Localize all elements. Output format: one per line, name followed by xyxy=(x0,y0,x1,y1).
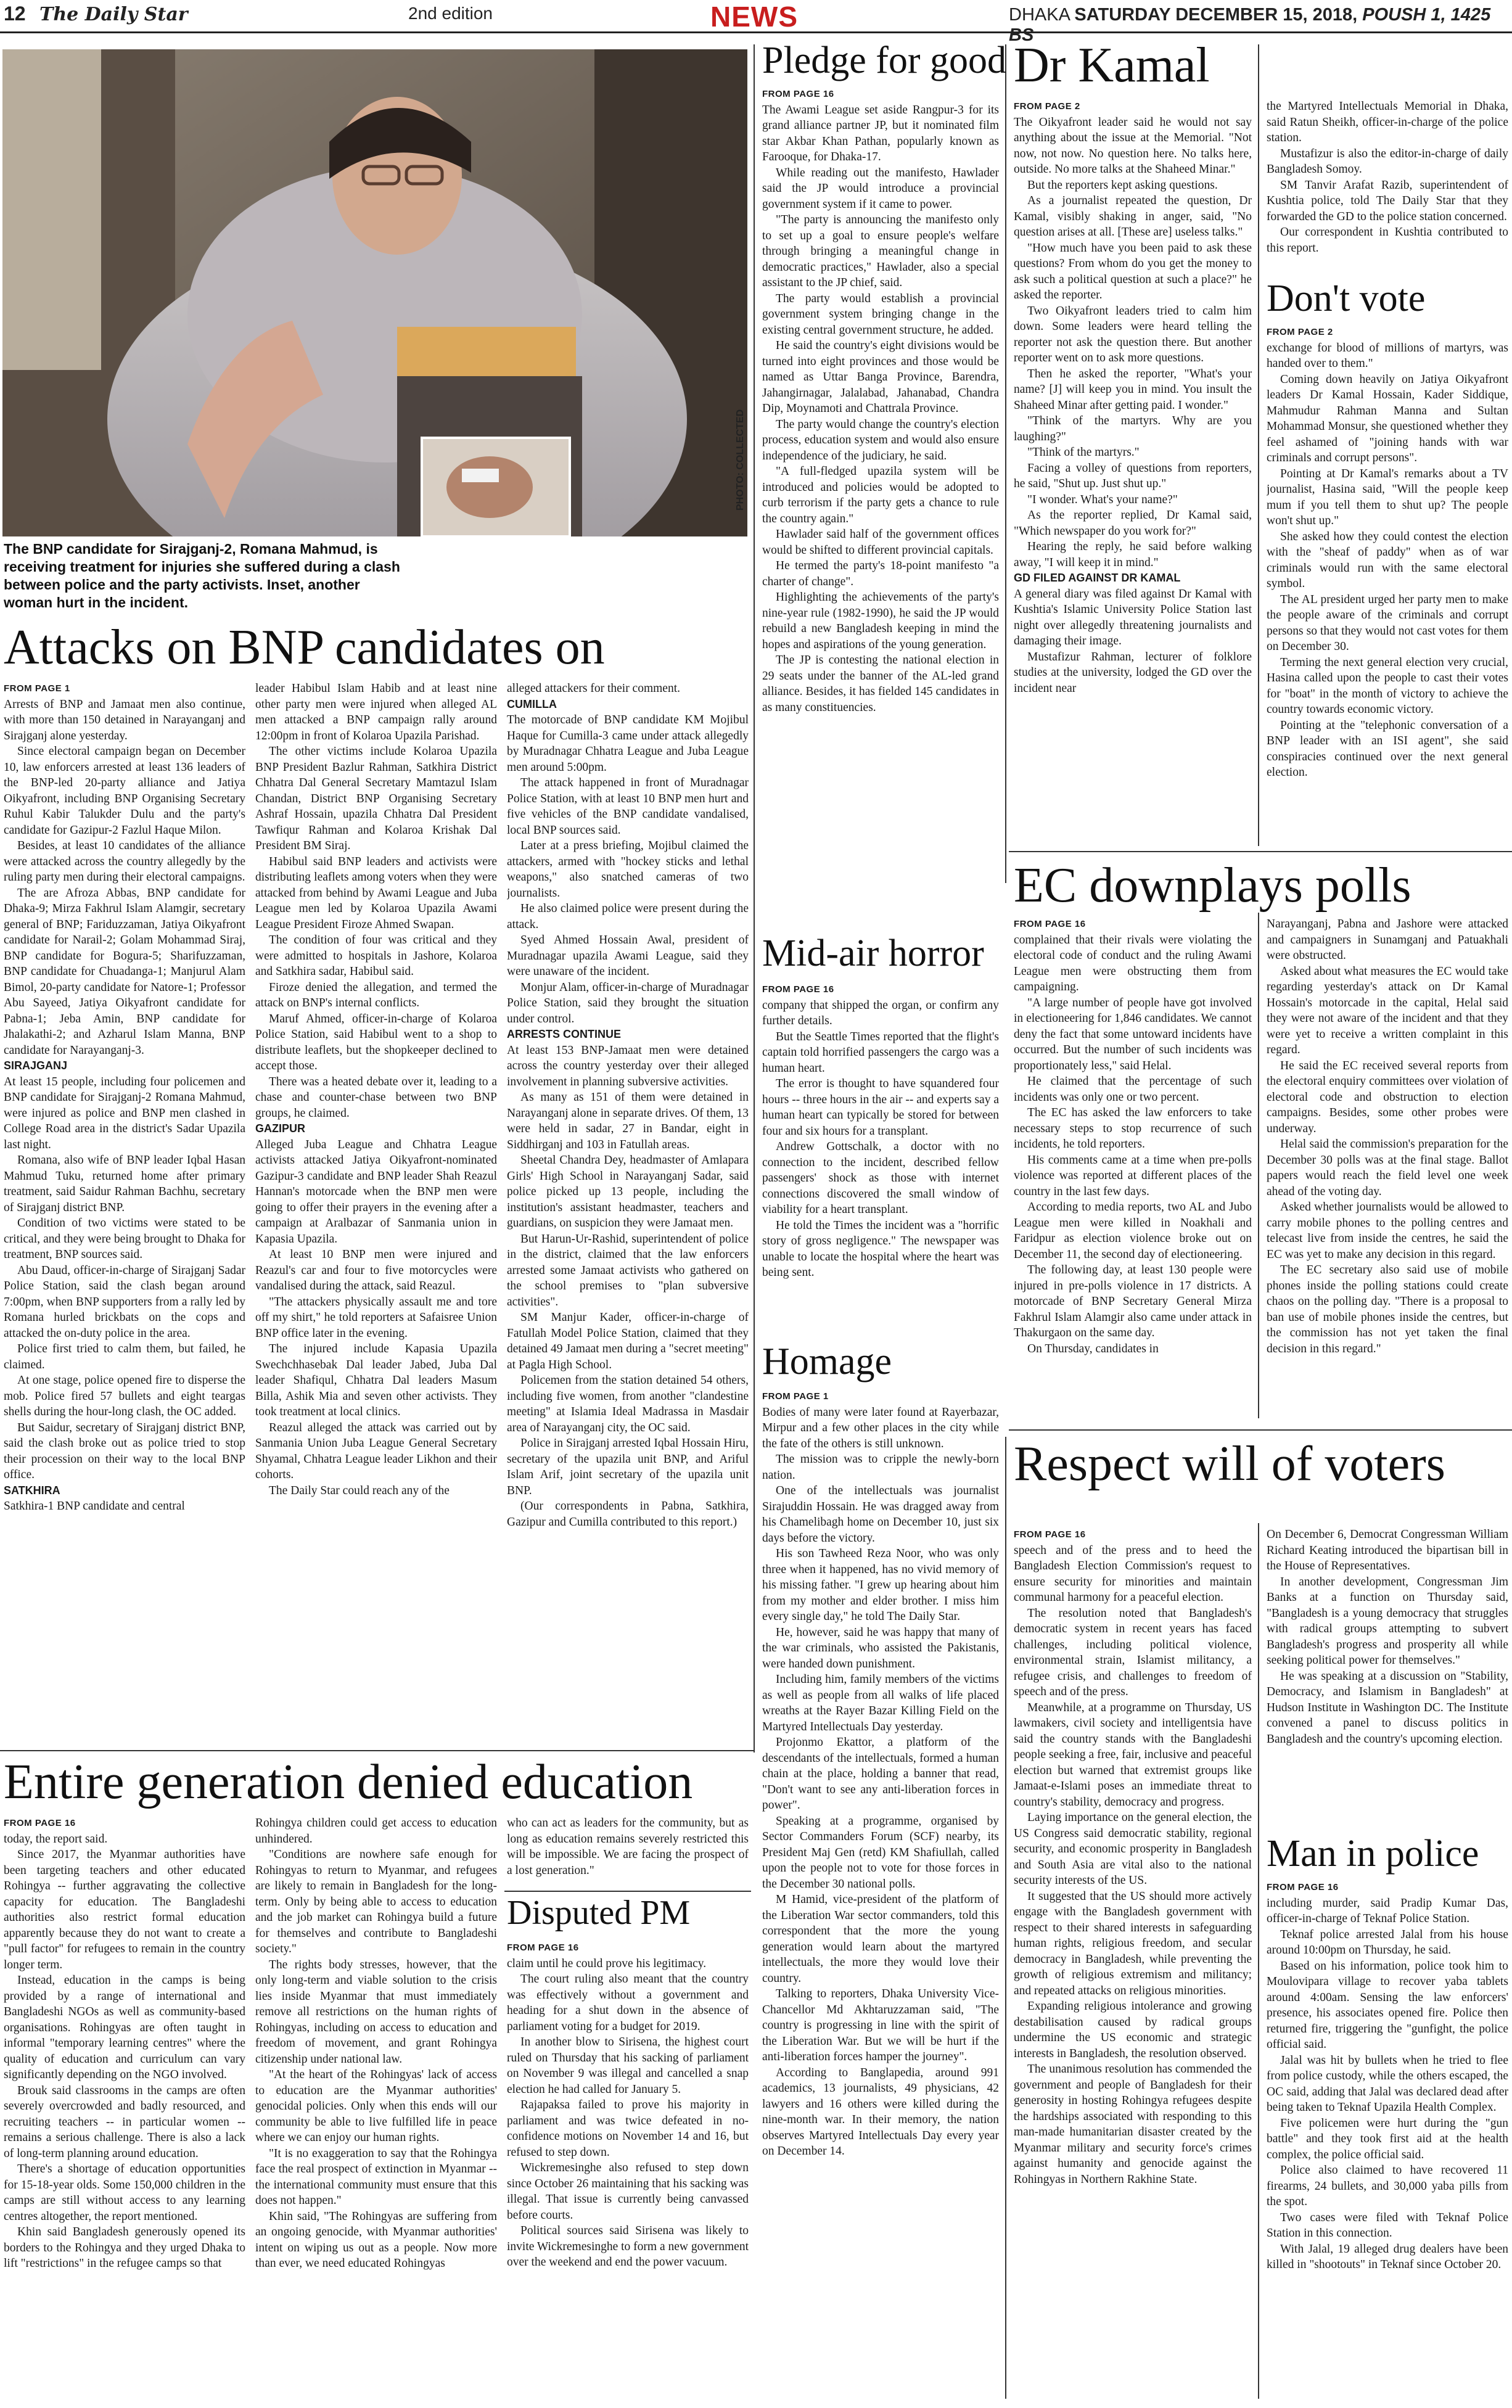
attacks-sub-arrests: ARRESTS CONTINUE xyxy=(507,1028,622,1040)
paragraph: Habibul said BNP leaders and activists were distributing leaflets among voters when they were attacked from behind by Awami League and Juba League men led by Kolaroa Upazila Awami League President Firoze Ahmed Swapan. xyxy=(255,855,497,931)
paragraph: "Think of the martyrs. Why are you laughing?" xyxy=(1014,414,1252,443)
paragraph: The attack happened in front of Muradnagar Police Station, with at least 10 BNP men hurt and five vehicles of the BNP candidate vandalised, local BNP sources said. xyxy=(507,776,749,837)
paragraph: The Daily Star could reach any of the xyxy=(269,1484,450,1497)
paragraph: Our correspondent in Kushtia contributed to this report. xyxy=(1267,226,1508,255)
paragraph: He claimed that the percentage of such incidents was only one or two percent. xyxy=(1014,1075,1252,1104)
paragraph: The party would change the country's election process, education system and would also ensure independence of the judiciary, he said. xyxy=(762,417,999,462)
attacks-column-2 xyxy=(255,681,497,1746)
paragraph: A general diary was filed against Dr Kamal with Kushtia's Islamic University Police Station last night over allegedly threatening journalists and damaging their image. xyxy=(1014,587,1252,647)
column-rule xyxy=(1005,44,1006,883)
paragraph: who can act as leaders for the community, but as long as education remains severely restricted this will be impossible. We are facing the prospect of a lost generation." xyxy=(507,1817,749,1877)
paragraph: While reading out the manifesto, Hawlader said the JP would introduce a provincial government system if it came to power. xyxy=(762,166,999,211)
paragraph: The unanimous resolution has commended the government and people of Bangladesh for their generosity in hosting Rohingya refugees despite the hardships associated with responding to this man-made humanitarian disaster created by the Myanmar military and security force's crimes against humanity and genocide against the Rohingyas in Northern Rakhine State. xyxy=(1014,2063,1252,2186)
paragraph: Pointing at the "telephonic conversation of a BNP leader with an ISI agent", she said conspiracies continued over the next general election. xyxy=(1267,718,1508,779)
paragraph: The mission was to cripple the newly-born nation. xyxy=(762,1453,999,1482)
education-column-3 xyxy=(507,1815,749,1889)
dateline-city: DHAKA xyxy=(1009,5,1070,25)
paragraph: He said the EC received several reports from the electoral enquiry committees over violation of electoral code and obstruction to election campaigns. Besides, some other probes were underway. xyxy=(1267,1059,1508,1135)
paper-name-logo: The Daily Star xyxy=(39,4,188,25)
paragraph: "The party is announcing the manifesto only to set up a goal to ensure people's welfare through bringing a meaningful change in democratic practices," Hawlader, also a special assistant to the JP chief, said. xyxy=(762,213,999,289)
paragraph: Including him, family members of the victims as well as people from all walks of life placed wreaths at the Rayer Bazar Killing Field on the Martyred Intellectuals Day yesterday. xyxy=(762,1673,999,1733)
paragraph: "At the heart of the Rohingyas' lack of access to education are the Myanmar authorities' genocidal policies. Only when this ends will our community be able to live fulfilled life in peace where we can enjoy our human rights. xyxy=(255,2068,497,2144)
dateline-bengali-date: POUSH 1, 1425 BS xyxy=(1009,5,1491,45)
paragraph: Rohingya children could get access to education unhindered. xyxy=(255,1817,497,1846)
paragraph: It suggested that the US should more actively engage with the Bangladesh government with respect to their shared interests in safeguarding human rights, religious freedom, and secular democracy in Bangladesh, while preventing the growth of religious extremism and militancy; and repeated attacks on religious minorities. xyxy=(1014,1889,1252,1997)
attacks-col3b-body xyxy=(507,712,749,1027)
ec-column-1 xyxy=(1014,916,1252,1425)
paragraph: Mustafizur is also the editor-in-charge of daily Bangladesh Somoy. xyxy=(1267,147,1508,176)
attacks-sub-gazipur: GAZIPUR xyxy=(255,1122,305,1135)
paragraph: Alleged Juba League and Chhatra League activists attacked Jatiya Oikyafront-nominated Gazipur-3 candidate and BNP leader Shah Reazul Hannan's motorcade when the BNP men were going to offer their prayers in the evening after a campaign at Aralbazar of Sanmania union in Kapasia Upazila. xyxy=(255,1138,497,1246)
paragraph: The resolution noted that Bangladesh's democratic system in recent years has faced challenges, including political violence, environmental strain, Islamist militancy, a refugee crisis, and challenges to freedom of speech and of the press. xyxy=(1014,1606,1252,1698)
attacks-column-3 xyxy=(507,681,749,1746)
attacks-sub-cumilla: CUMILLA xyxy=(507,697,557,710)
paragraph: Mustafizur Rahman, lecturer of folklore studies at the university, lodged the GD over the incident near xyxy=(1014,650,1252,695)
section-rule xyxy=(504,1891,751,1892)
attacks-col3c-body xyxy=(507,1043,749,1531)
paragraph: Talking to reporters, Dhaka University Vice-Chancellor Md Akhtaruzzaman said, "The country is progressing in line with the spirit of the Liberation War. But we will be hurt if the anti-liberation forces hamper the journey". xyxy=(762,1987,999,2063)
education-column-2 xyxy=(255,1815,497,2402)
paragraph: speech and of the press and to heed the Bangladesh Election Commission's request to ensure security for minorities and maintain communal harmony for a peaceful election. xyxy=(1014,1543,1252,1604)
respect-col2-body xyxy=(1267,1527,1508,1747)
column-rule xyxy=(1005,1437,1006,2399)
paragraph: Instead, education in the camps is being provided by a range of international and Bangladeshi NGOs as well as community-based organisations. Rohingyas are often taught in informal "temporary learning centres" where the quality of education and curriculum can vary significantly depending on the NGO involved. xyxy=(4,1974,245,2081)
man-police-column xyxy=(1267,1880,1508,2402)
paragraph: On Thursday, candidates in xyxy=(1027,1342,1159,1355)
man-police-jump: FROM PAGE 16 xyxy=(1267,1882,1339,1892)
paragraph: exchange for blood of millions of martyrs, was handed over to them." xyxy=(1267,341,1508,370)
photo-caption: The BNP candidate for Sirajganj-2, Romana Mahmud, is receiving treatment for injuries she suffered during a clash between police and the party activists. Inset, another woman hurt in the incident. xyxy=(4,541,400,610)
paragraph: At least 153 BNP-Jamaat men were detained across the country yesterday over their alleged involvement in planning subversive activities. xyxy=(507,1043,749,1088)
paragraph: On December 6, Democrat Congressman William Richard Keating introduced the bipartisan bill in the House of Representatives. xyxy=(1267,1528,1508,1572)
man-police-body xyxy=(1267,1896,1508,2273)
paragraph: "How much have you been paid to ask these questions? From whom do you get the money to ask such a political question at such a place?" he asked the reporter. xyxy=(1014,241,1252,302)
paragraph: Laying importance on the general election, the US Congress said democratic stability, regional security, and economic prosperity in Bangladesh and South Asia are vital also to the national security interests of the US. xyxy=(1014,1811,1252,1887)
paragraph: Coming down heavily on Jatiya Oikyafront leaders Dr Kamal Hossain, Kader Siddique, Mahmudur Rahman Manna and Sultan Mohammad Monsur, she questioned whether they feel ashamed of "joining hands with war criminals and corrupt persons". xyxy=(1267,372,1508,464)
paragraph: alleged attackers for their comment. xyxy=(507,682,680,695)
paragraph: Police first tried to calm them, but failed, he claimed. xyxy=(4,1342,245,1371)
dr-kamal-sub-gd: GD FILED AGAINST DR KAMAL xyxy=(1014,572,1181,584)
paragraph: the Martyred Intellectuals Memorial in Dhaka, said Ratun Sheikh, officer-in-charge of the police station. xyxy=(1267,100,1508,144)
dont-vote-jump: FROM PAGE 2 xyxy=(1267,327,1333,337)
homage-body xyxy=(762,1405,999,2159)
respect-jump: FROM PAGE 16 xyxy=(1014,1529,1086,1540)
dr-kamal-column-2 xyxy=(1267,99,1508,277)
dont-vote-headline: Don't vote xyxy=(1267,277,1426,319)
paragraph: But the Seattle Times reported that the flight's captain told horrified passengers the cargo was a human heart. xyxy=(762,1030,999,1075)
paragraph: Highlighting the achievements of the party's nine-year rule (1982-1990), he said the JP would rebuild a new Bangladesh keeping in mind the hopes and aspirations of the young generation. xyxy=(762,591,999,651)
paragraph: Narayanganj, Pabna and Jashore were attacked and campaigners in Sunamganj and Patuakhali were obstructed. xyxy=(1267,918,1508,962)
homage-jump: FROM PAGE 1 xyxy=(762,1391,829,1402)
paragraph: Condition of two victims were stated to be critical, and they were being brought to Dhaka for treatment, BNP sources said. xyxy=(4,1217,245,1261)
paragraph: Two Oikyafront leaders tried to calm him down. Some leaders were heard telling the reporter not ask the question there. But another reporter went on to ask more questions. xyxy=(1014,304,1252,364)
section-rule xyxy=(1009,1429,1512,1431)
paragraph: Asked whether journalists would be allowed to carry mobile phones to the polling centres and telecast live from inside the centres, he said the EC was yet to make any decision in this regard. xyxy=(1267,1201,1508,1261)
education-col1-body xyxy=(4,1831,245,2272)
paragraph: Hearing the reply, he said before walking away, "I will keep it in mind." xyxy=(1014,540,1252,569)
paragraph: Policemen from the station detained 54 others, including five women, from another "clandestine meeting" at Islamia Ideal Madrassa in Masdair area of Narayanganj city, the OC said. xyxy=(507,1374,749,1434)
paragraph: Khin said, "The Rohingyas are suffering from an ongoing genocide, with Myanmar authorities' intent on wiping us out as a people. Now more than ever, we need educated Rohingyas xyxy=(255,2209,497,2270)
paragraph: The party would establish a provincial government system bringing change in the existing central government structure, he added. xyxy=(762,292,999,337)
paragraph: Projonmo Ekattor, a platform of the descendants of the intellectuals, formed a human chain at the place, holding a banner that read, "Don't want to see any anti-liberation forces in power". xyxy=(762,1736,999,1812)
paragraph: Sheetal Chandra Dey, headmaster of Amlapara Girls' High School in Narayanganj Sadar, said police picked up 13 people, including the institution's assistant headmaster, teachers and guardians, on suspicion they were Jamaat men. xyxy=(507,1154,749,1230)
dr-kamal-col1-body xyxy=(1014,115,1252,571)
paragraph: With Jalal, 19 alleged drug dealers have been killed in "shootouts" in Teknaf since October 20. xyxy=(1267,2242,1508,2271)
pledge-column xyxy=(762,86,999,931)
attacks-headline: Attacks on BNP candidates on xyxy=(4,620,605,675)
homage-column xyxy=(762,1389,999,2400)
page-number: 12 xyxy=(4,2,26,25)
paragraph: The error is thought to have squandered four hours -- three hours in the air -- and experts say a human heart can typically be stored for between four and six hours for a transplant. xyxy=(762,1077,999,1138)
dr-kamal-column-1 xyxy=(1014,99,1252,848)
dr-kamal-col1b-body xyxy=(1014,586,1252,697)
paragraph: Pointing at Dr Kamal's remarks about a TV journalist, Hasina said, "Will the people keep mum if you tell them to shut up? The people won't shut up." xyxy=(1267,467,1508,527)
mid-air-jump: FROM PAGE 16 xyxy=(762,984,834,995)
paragraph: Speaking at a programme, organised by Sector Commanders Forum (SCF) nearby, its President Maj Gen (retd) KM Shafiullah, called upon the people not to vote for those forces in the December 30 national polls. xyxy=(762,1814,999,1891)
paragraph: The EC has asked the law enforcers to take necessary steps to stop recurrence of such incidents, he told reporters. xyxy=(1014,1106,1252,1151)
paragraph: Brouk said classrooms in the camps are often severely overcrowded and badly resourced, and recruiting teachers -- in particular women -- remains a serious challenge. There is also a lack of long-term planning around education. xyxy=(4,2084,245,2160)
paragraph: As the reporter replied, Dr Kamal said, "Which newspaper do you work for?" xyxy=(1014,509,1252,538)
paragraph: There was a heated debate over it, leading to a chase and counter-chase between two BNP groups, he claimed. xyxy=(255,1075,497,1120)
mid-air-body xyxy=(762,998,999,1281)
attacks-col1b-body xyxy=(4,1074,245,1483)
paragraph: Political sources said Sirisena was likely to invite Wickremesinghe to form a new government over the weekend and end the power vacuum. xyxy=(507,2224,749,2269)
paragraph: Then he asked the reporter, "What's your name? [J] will keep you in mind. You insult the Shaheed Minar after getting paid. I wonder." xyxy=(1014,367,1252,412)
education-headline: Entire generation denied education xyxy=(4,1755,693,1809)
paragraph: SM Manjur Kader, officer-in-charge of Fatullah Model Police Station, claimed that they detained 49 Jamaat men during a "secret meeting" at Pagla High School. xyxy=(507,1311,749,1371)
paragraph: The condition of four was critical and they were admitted to hospitals in Jashore, Kolaroa and Satkhira sadar, Habibul said. xyxy=(255,934,497,978)
paragraph: Andrew Gottschalk, a doctor with no connection to the incident, described fellow passengers' shock as those with internet connections discovered the small window of viability for a heart transplant. xyxy=(762,1140,999,1216)
paragraph: Bodies of many were later found at Rayerbazar, Mirpur and a few other places in the city while the fate of the others is still unknown. xyxy=(762,1405,999,1450)
paragraph: including murder, said Pradip Kumar Das, officer-in-charge of Teknaf Police Station. xyxy=(1267,1896,1508,1925)
photo-illustration xyxy=(2,49,747,536)
paragraph: "Think of the martyrs." xyxy=(1027,446,1140,459)
paragraph: Romana, also wife of BNP leader Iqbal Hasan Mahmud Tuku, returned home after primary treatment, said Saidur Rahman Bachhu, secretary of Sirajganj district BNP. xyxy=(4,1154,245,1214)
pledge-body xyxy=(762,102,999,716)
paragraph: He told the Times the incident was a "horrific story of gross negligence." The newspaper was unable to locate the hospital where the heart was being sent. xyxy=(762,1218,999,1279)
dont-vote-body xyxy=(1267,340,1508,781)
paragraph: Expanding religious intolerance and growing destabilisation caused by radical groups undermine the US economic and strategic interests in Bangladesh, the resolution observed. xyxy=(1014,2000,1252,2060)
paragraph: The Awami League set aside Rangpur-3 for its grand alliance partner JP, but it nominated film star Akbar Khan Pathan, popularly known as Farooque, for Dhaka-17. xyxy=(762,103,999,163)
section-rule xyxy=(0,1750,754,1751)
ec-column-2 xyxy=(1267,916,1508,1425)
section-rule xyxy=(1009,851,1512,852)
pledge-jump: FROM PAGE 16 xyxy=(762,89,834,99)
paragraph: The Oikyafront leader said he would not say anything about the issue at the Memorial. "Not now, not now. No question here. No talks here, outside. No more talks at the Shaheed Minar." xyxy=(1014,115,1252,176)
disputed-headline: Disputed PM xyxy=(507,1894,691,1932)
paragraph: The rights body stresses, however, that the only long-term and viable solution to the crisis lies inside Myanmar that must immediately remove all restrictions on the human rights of Rohingyas, including on access to education and freedom of movement, and grant Rohingya citizenship under national law. xyxy=(255,1958,497,2066)
paragraph: At least 10 BNP men were injured and Reazul's car and four to five motorcycles were vandalised during the attack, said Reazul. xyxy=(255,1248,497,1292)
attacks-col2b-body xyxy=(255,1137,497,1499)
paragraph: There's a shortage of education opportunities for 15-18-year olds. Some 150,000 children in the camps are still without access to any learning centres altogether, the report mentioned. xyxy=(4,2163,245,2223)
paragraph: One of the intellectuals was journalist Sirajuddin Hossain. He was dragged away from his Chamelibagh home on December 10, just six days before the victory. xyxy=(762,1484,999,1545)
paragraph: His son Tawheed Reza Noor, who was only three when it happened, has no vivid memory of his missing father. "I grew up hearing about him from my mother and elder brother. I miss him every single day," he told The Daily Star. xyxy=(762,1547,999,1623)
paragraph: Based on his information, police took him to Moulovipara village to recover yaba tablets around 4:00am. Sensing the law enforcers' presence, his associates opened fire. Police then returned fire, triggering the "gunfight, the police official said. xyxy=(1267,1959,1508,2051)
paragraph: Syed Ahmed Hossain Awal, president of Muradnagar upazila Awami League, said they were unaware of the incident. xyxy=(507,934,749,978)
attacks-column-1 xyxy=(4,681,245,1746)
paragraph: He also claimed police were present during the attack. xyxy=(507,902,749,931)
paragraph: But Saidur, secretary of Sirajganj district BNP, said the clash broke out as police tried to stop their procession on their way to the local BNP office. xyxy=(4,1421,245,1481)
paragraph: Hawlader said half of the government offices would be shifted to different provincial capitals. xyxy=(762,528,999,557)
paragraph: Later at a press briefing, Mojibul claimed the attackers, armed with "hockey sticks and lethal weapons," also snatched cameras of two journalists. xyxy=(507,839,749,900)
paragraph: But Harun-Ur-Rashid, superintendent of police in the district, claimed that the law enforcers arrested some Jamaat activists who gathered on the school premises to "plan subversive activities". xyxy=(507,1232,749,1309)
paragraph: Abu Daud, officer-in-charge of Sirajganj Sadar Police Station, said the clash began around 7:00pm, when BNP supporters from a rally led by Romana hurled brickbats on the cops and attacked the on-duty police in the area. xyxy=(4,1264,245,1340)
paragraph: According to media reports, two AL and Jubo League men were killed in Noakhali and Faridpur as election violence broke out on December 11, the second day of electioneering. xyxy=(1014,1201,1252,1261)
dateline-date: SATURDAY DECEMBER 15, 2018, xyxy=(1074,5,1358,25)
paragraph: The EC secretary also said use of mobile phones inside the polling stations could create chaos on the polling day. "There is a proposal to ban use of mobile phones inside the centres, but the commission has not yet taken the final decision in this regard." xyxy=(1267,1264,1508,1355)
paragraph: "Conditions are nowhere safe enough for Rohingyas to return to Myanmar, and refugees are likely to remain in Bangladesh for the long-term. Only by being able to access to education and the job market can Rohingya build a future for themselves and contribute to Bangladeshi society." xyxy=(255,1848,497,1955)
respect-col1-body xyxy=(1014,1543,1252,2188)
paragraph: He, however, said he was happy that many of the war criminals, who assisted the Pakistanis, were handed down punishment. xyxy=(762,1625,999,1670)
paragraph: "A large number of people have got involved in electioneering for 1,846 candidates. We cannot deny the fact that some untoward incidents have occurred. But the number of such incidents was proportionately less," said Helal. xyxy=(1014,996,1252,1072)
man-police-headline: Man in police xyxy=(1267,1833,1479,1875)
edition-label: 2nd edition xyxy=(408,4,493,23)
paragraph: Reazul alleged the attack was carried out by Sanmania Union Juba League General Secretary Shyamal, Chhatra League leader Likhon and their cohorts. xyxy=(255,1421,497,1481)
paragraph: His comments came at a time when pre-polls violence was reported at different places of the country in the last few days. xyxy=(1014,1153,1252,1198)
ec-col2-body xyxy=(1267,916,1508,1357)
paragraph: The JP is contesting the national election in 29 seats under the banner of the AL-led grand alliance. Besides, it has fielded 145 candidates in as many constituencies. xyxy=(762,654,999,714)
paragraph: "The attackers physically assault me and tore off my shirt," he told reporters at Safaisree Union BNP office later in the evening. xyxy=(255,1295,497,1340)
attacks-col2-body xyxy=(255,681,497,1121)
mid-air-headline: Mid-air horror xyxy=(762,932,984,974)
paragraph: complained that their rivals were violating the electoral code of conduct and the ruling Awami League men were obstructing them from campaigning. xyxy=(1014,933,1252,993)
paragraph: He termed the party's 18-point manifesto "a charter of change". xyxy=(762,559,999,588)
attacks-sub-sirajganj: SIRAJGANJ xyxy=(4,1059,68,1072)
paragraph: Since 2017, the Myanmar authorities have been targeting teachers and other educated Rohingya -- further aggravating the collective capacity for education. The Bangladeshi authorities also restrict formal education apparently because they do not want to create a "pull factor" for refugees to remain in the country longer term. xyxy=(4,1848,245,1971)
education-col2-body xyxy=(255,1815,497,2272)
paragraph: Two cases were filed with Teknaf Police Station in this connection. xyxy=(1267,2211,1508,2240)
paragraph: "I wonder. What's your name?" xyxy=(1027,493,1178,506)
attacks-jump: FROM PAGE 1 xyxy=(4,683,70,694)
paragraph: The injured include Kapasia Upazila Swechchhasebak Dal leader Jabed, Juba Dal leader Shafiqul, Chhatra Dal leaders Masum Billa, Ashik Mia and seven other activists. They took treatment at local clinics. xyxy=(255,1342,497,1418)
paragraph: today, the report said. xyxy=(4,1832,108,1846)
paragraph: As many as 151 of them were detained in Narayanganj alone in separate drives. Of them, 13 were held in sadar, 27 in Bandar, eight in Siddhirganj and 103 in Fatullah areas. xyxy=(507,1091,749,1151)
paragraph: Police in Sirajganj arrested Iqbal Hossain Hiru, secretary of the upazila unit BNP, and Ariful Islam Arif, joint secretary of the upazila unit BNP. xyxy=(507,1437,749,1497)
paragraph: Satkhira-1 BNP candidate and central xyxy=(4,1500,185,1513)
paragraph: SM Tanvir Arafat Razib, superintendent of Kushtia police, told The Daily Star that they forwarded the GD to the police station concerned. xyxy=(1267,178,1508,223)
paragraph: Since electoral campaign began on December 10, law enforcers arrested at least 136 leaders of the BNP-led 20-party alliance and Jatiya Oikyafront, including BNP Organising Secretary Ruhul Kabir Talukder Dulu and the party's candidate for Gazipur-2 Fazlul Haque Milon. xyxy=(4,745,245,837)
respect-headline: Respect will of voters xyxy=(1014,1437,1445,1491)
paragraph: Asked about what measures the EC would take regarding yesterday's attack on Dr Kamal Hossain's motorcade in the capital, Helal said they were not aware of the incident and that they were yet to receive a written complaint in this regard. xyxy=(1267,964,1508,1056)
lead-photo xyxy=(2,49,747,536)
education-column-1 xyxy=(4,1815,245,2402)
attacks-col1-body xyxy=(4,697,245,1059)
dr-kamal-headline: Dr Kamal xyxy=(1014,38,1210,92)
ec-headline: EC downplays polls xyxy=(1014,858,1411,913)
paragraph: "It is no exaggeration to say that the Rohingya face the real prospect of extinction in Myanmar -- the international community must ensure that this does not happen." xyxy=(255,2147,497,2207)
dr-kamal-col2-body xyxy=(1267,99,1508,256)
paragraph: The other victims include Kolaroa Upazila BNP President Bazlur Rahman, Satkhira District Chhatra Dal General Secretary Mamtazul Islam Chandan, District BNP Organising Secretary Ashraf Hossain, upazila Chhatra Dal President Tawfiqur Rahman and Kolaroa Krishak Dal President BM Siraj. xyxy=(255,745,497,852)
ec-col1-body xyxy=(1014,932,1252,1357)
paragraph: The are Afroza Abbas, BNP candidate for Dhaka-9; Mirza Fakhrul Islam Alamgir, secretary general of BNP; Fariduzzaman, Jatiya Oikyafront candidate for Narail-2; Golam Mohammad Siraj, BNP candidate for Bogura-5; Sharifuzzaman, BNP candidate for Chuadanga-1; Manjurul Alam Bimol, 20-party candidate for Natore-1; Professor Abu Sayeed, Jatiya Oikyafront candidate for Pabna-1; Jeba Amin, BNP candidate for Jhalakathi-2; and Azharul Islam Manna, BNP candidate for Narayanganj-3. xyxy=(4,886,245,1057)
section-name: NEWS xyxy=(710,1,798,33)
paragraph: "A full-fledged upazila system will be introduced and policies would be adopted to curb terrorism if the party gets a chance to rule the country again." xyxy=(762,465,999,525)
homage-headline: Homage xyxy=(762,1341,892,1383)
paragraph: He said the country's eight divisions would be turned into eight provinces and those would be named as Uttar Banga Province, Barendra, Jahangirnagar, Jalalabad, Jahanabad, Chandra Dip, Moynamoti and Chattrala Province. xyxy=(762,339,999,415)
disputed-body xyxy=(507,1956,749,2270)
pledge-headline: Pledge for good xyxy=(762,39,1007,81)
paragraph: The court ruling also meant that the country was effectively without a government and heading for a shut down in the absence of parliament voting for a budget for 2019. xyxy=(507,1973,749,2033)
paragraph: At one stage, police opened fire to disperse the mob. Police fired 57 bullets and eight teargas shells during the hour-long clash, the OC added. xyxy=(4,1374,245,1418)
dr-kamal-jump: FROM PAGE 2 xyxy=(1014,101,1080,112)
paragraph: In another development, Congressman Jim Banks at a function on Thursday said, "Bangladesh is a young democracy that struggles with radical groups attempting to subvert Bangladesh's progress and prosperity all while seeking political power for themselves." xyxy=(1267,1575,1508,1667)
respect-column-2 xyxy=(1267,1527,1508,1829)
paragraph: Helal said the commission's preparation for the December 30 polls was at the final stage. Ballot papers would reach the field level one week ahead of the voting day. xyxy=(1267,1138,1508,1198)
paragraph: At least 15 people, including four policemen and BNP candidate for Sirajganj-2 Romana Mahmud, were injured as police and BNP men clashed in College Road area in the district's Sadar Upazila last night. xyxy=(4,1075,245,1151)
paragraph: But the reporters kept asking questions. xyxy=(1027,178,1218,192)
paragraph: M Hamid, vice-president of the platform of the Liberation War sector commanders, told this correspondent that the more the young generation would learn about the martyred intellectuals, the more they would love their country. xyxy=(762,1893,999,1985)
paragraph: The following day, at least 130 people were injured in pre-polls violence in 17 districts. A motorcade of BNP Secretary General Mirza Fakhrul Islam Alamgir also came under attack in Thakurgaon on the same day. xyxy=(1014,1264,1252,1339)
masthead xyxy=(0,0,1512,45)
dont-vote-column xyxy=(1267,324,1508,849)
paragraph: According to Banglapedia, around 991 academics, 13 journalists, 49 physicians, 42 lawyers and 16 others were killed during the nine-month war. In their memory, the nation observes Martyred Intellectuals Day every year on December 14. xyxy=(762,2066,999,2158)
paragraph: Firoze denied the allegation, and termed the attack on BNP's internal conflicts. xyxy=(255,980,497,1009)
paragraph: He was speaking at a discussion on "Stability, Democracy, and Islamism in Bangladesh" at Hudson Institute in Washington DC. The Institute convened a panel to discuss politics in Bangladesh and the country's upcoming election. xyxy=(1267,1669,1508,1746)
column-rule xyxy=(1258,1523,1259,2399)
paragraph: Wickremesinghe also refused to step down since October 26 maintaining that his sacking was illegal. That issue is currently being canvassed before courts. xyxy=(507,2161,749,2222)
paragraph: As a journalist repeated the question, Dr Kamal, visibly shaking in anger, said, "No question arises at all. [These are] useless talks." xyxy=(1014,194,1252,239)
paragraph: Terming the next general election very crucial, Hasina called upon the people to cast their votes for "boat" in the month of victory to achieve the country towards economic victory. xyxy=(1267,655,1508,716)
respect-column-1 xyxy=(1014,1527,1252,2402)
paragraph: Meanwhile, at a programme on Thursday, US lawmakers, civil society and intelligentsia have said the country stands with the Bangladeshi people seeking a free, fair, inclusive and peaceful election but warned that extremist groups like Jamaat-e-Islami poses an immediate threat to country's stability, democracy and progress. xyxy=(1014,1701,1252,1809)
paragraph: Maruf Ahmed, officer-in-charge of Kolaroa Police Station, said Habibul went to a shop to distribute leaflets, but the shopkeeper declined to accept those. xyxy=(255,1012,497,1072)
disputed-jump: FROM PAGE 16 xyxy=(507,1942,579,1953)
paragraph: Arrests of BNP and Jamaat men also continue, with more than 150 detained in Narayanganj and Sirajganj alone yesterday. xyxy=(4,697,245,742)
paragraph: Police also claimed to have recovered 11 firearms, 24 bullets, and 30,000 yaba pills from the spot. xyxy=(1267,2164,1508,2208)
education-jump: FROM PAGE 16 xyxy=(4,1818,76,1828)
disputed-column xyxy=(507,1940,749,2402)
paragraph: Jalal was hit by bullets when he tried to flee from police custody, while the others escaped, the OC said, adding that Jalal was declared dead after being taken to Teknaf Upazila Health Complex. xyxy=(1267,2053,1508,2114)
paragraph: company that shipped the organ, or confirm any further details. xyxy=(762,998,999,1027)
paragraph: Facing a volley of questions from reporters, he said, "Shut up. Just shut up." xyxy=(1014,461,1252,490)
paragraph: The motorcade of BNP candidate KM Mojibul Haque for Cumilla-3 came under attack allegedly by Muradnagar Chhatra League and Juba League men around 5:00pm. xyxy=(507,713,749,774)
mid-air-column xyxy=(762,982,999,1339)
attacks-sub-satkhira: SATKHIRA xyxy=(4,1484,60,1497)
ec-jump: FROM PAGE 16 xyxy=(1014,919,1086,929)
attacks-col1c-body xyxy=(4,1498,245,1514)
paragraph: Monjur Alam, officer-in-charge of Muradnagar Police Station, said they brought the situation under control. xyxy=(507,980,749,1025)
paragraph: Khin said Bangladesh generously opened its borders to the Rohingya and they urged Dhaka to lift "restrictions" in the refugee camps so that xyxy=(4,2225,245,2270)
education-col3-body xyxy=(507,1815,749,1878)
paragraph: leader Habibul Islam Habib and at least nine other party men were injured when alleged AL men attacked a BNP campaign rally around 12:00pm in front of Kolaroa Upazila Parishad. xyxy=(255,682,497,742)
paragraph: She asked how they could contest the election with the "sheaf of paddy" when as of war criminals would run with the same electoral symbol. xyxy=(1267,530,1508,590)
attacks-col3-body xyxy=(507,681,749,697)
column-rule xyxy=(1258,44,1259,846)
paragraph: (Our correspondents in Pabna, Satkhira, Gazipur and Cumilla contributed to this report.) xyxy=(507,1500,749,1529)
paragraph: Rajapaksa failed to prove his majority in parliament and was twice defeated in no-confidence motions on November 14 and 16, but refused to step down. xyxy=(507,2098,749,2159)
paragraph: In another blow to Sirisena, the highest court ruled on Thursday that his sacking of parliament on November 9 was illegal and cancelled a snap election he had called for January 5. xyxy=(507,2036,749,2096)
paragraph: The AL president urged her party men to make the people aware of the criminals and corrupt persons so that they would not cast votes for them on December 30. xyxy=(1267,593,1508,653)
column-rule xyxy=(1258,913,1259,1418)
paragraph: claim until he could prove his legitimacy. xyxy=(507,1957,707,1970)
paragraph: Five policemen were hurt during the "gun battle" and they took first aid at the health complex, the police official said. xyxy=(1267,2116,1508,2161)
paragraph: Teknaf police arrested Jalal from his house around 10:00pm on Thursday, he said. xyxy=(1267,1928,1508,1957)
photo-credit: PHOTO: COLLECTED xyxy=(735,409,746,511)
paragraph: Besides, at least 10 candidates of the alliance were attacked across the country allegedly by the ruling party men during their electoral campaigns. xyxy=(4,839,245,884)
column-rule xyxy=(754,44,755,1753)
